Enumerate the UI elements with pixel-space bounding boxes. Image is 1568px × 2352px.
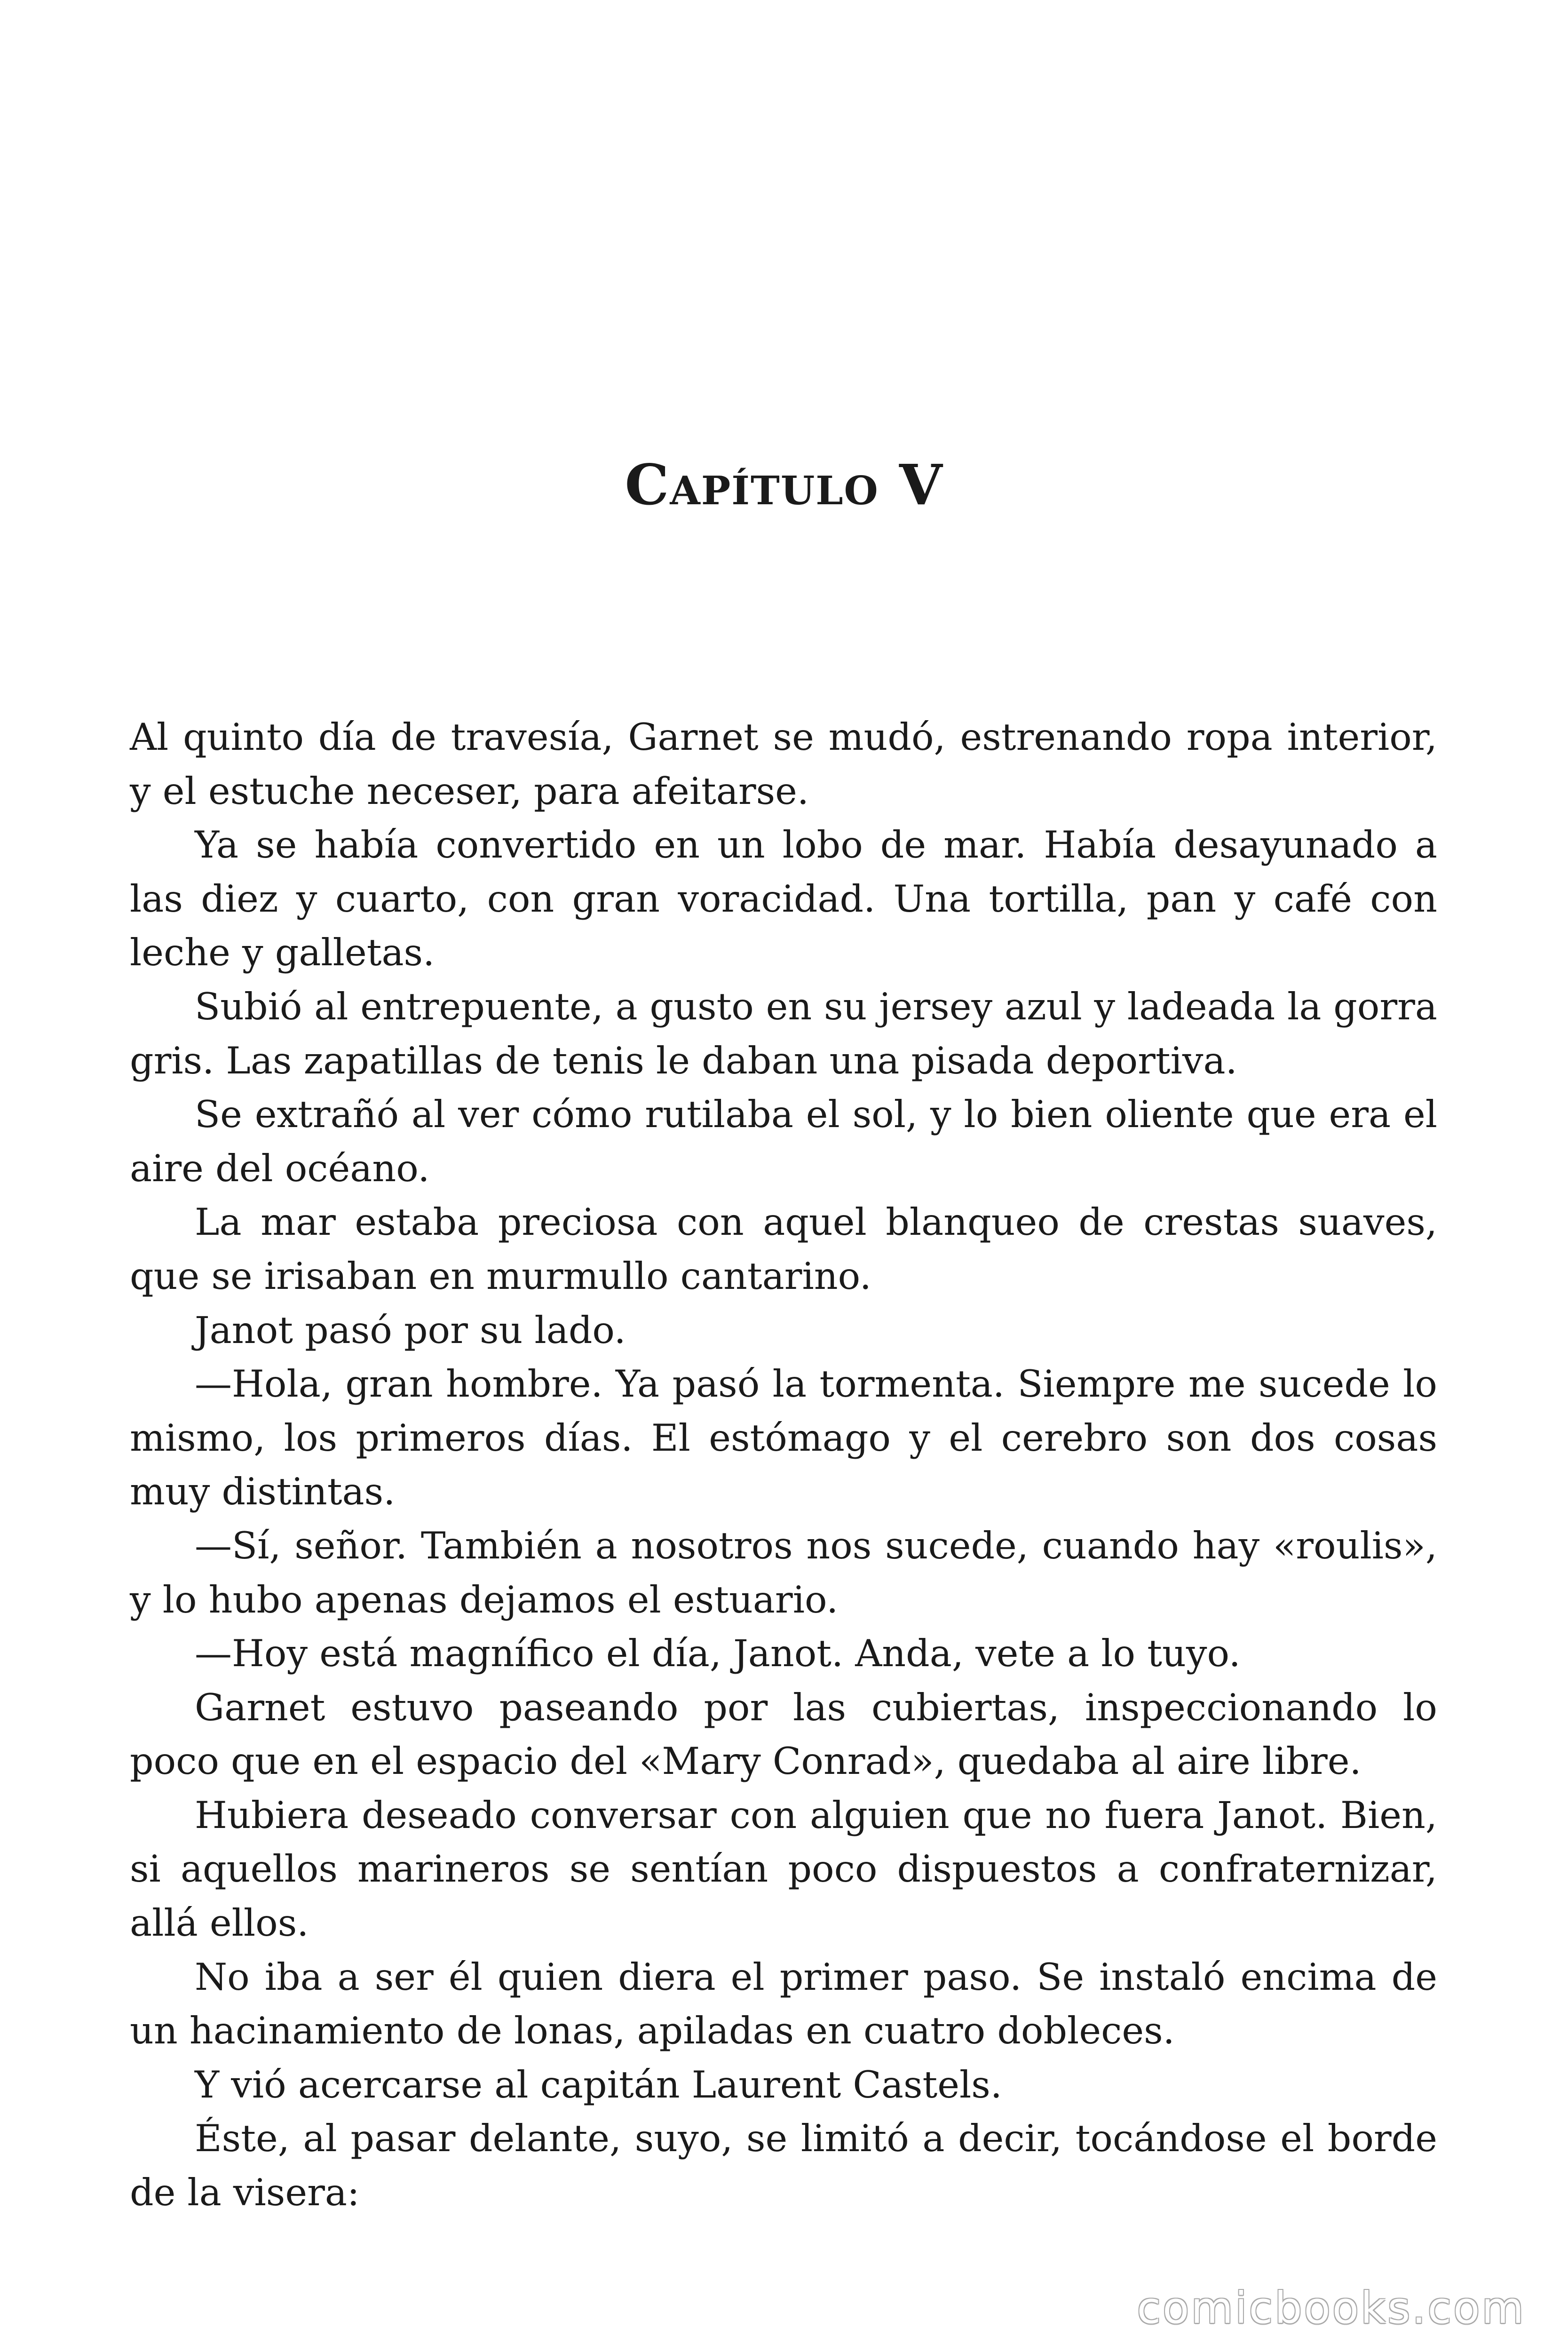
chapter-title-rest: apítulo V [670,452,943,517]
paragraph: Se extrañó al ver cómo rutilaba el sol, y lo bien oliente que era el aire del océano. [130,1093,1437,1190]
paragraph: Al quinto día de travesía, Garnet se mudó, estrenando ropa interior, y el estuche neceser, para afeitarse. [130,715,1437,813]
paragraph: Hubiera deseado conversar con alguien que no fuera Janot. Bien, si aquellos marineros se sentían poco dispuestos a confraternizar, allá ellos. [130,1793,1437,1945]
chapter-body [130,710,1437,2220]
chapter-title-initial: C [625,452,670,517]
chapter-title [0,452,1568,518]
paragraph: Éste, al pasar delante, suyo, se limitó a decir, tocándose el borde de la visera: [130,2117,1437,2215]
paragraph: —Hola, gran hombre. Ya pasó la tormenta. Siempre me sucede lo mismo, los primeros días. El estómago y el cerebro son dos cosas muy distintas. [130,1362,1437,1514]
paragraph: No iba a ser él quien diera el primer paso. Se instaló encima de un hacinamiento de lonas, apiladas en cuatro dobleces. [130,1955,1437,2053]
paragraph: —Hoy está magnífico el día, Janot. Anda, vete a lo tuyo. [195,1632,1241,1676]
paragraph: La mar estaba preciosa con aquel blanqueo de crestas suaves, que se irisaban en murmullo cantarino. [130,1200,1437,1298]
paragraph: Ya se había convertido en un lobo de mar. Había desayunado a las diez y cuarto, con gran voracidad. Una tortilla, pan y café con leche y galletas. [130,823,1437,975]
paragraph: Janot pasó por su lado. [195,1308,626,1352]
paragraph: Garnet estuvo paseando por las cubiertas, inspeccionando lo poco que en el espacio del «Mary Conrad», quedaba al aire libre. [130,1685,1437,1783]
paragraph: —Sí, señor. También a nosotros nos sucede, cuando hay «roulis», y lo hubo apenas dejamos el estuario. [130,1524,1437,1621]
paragraph: Subió al entrepuente, a gusto en su jersey azul y ladeada la gorra gris. Las zapatillas de tenis le daban una pisada deportiva. [130,985,1437,1082]
watermark: comicbooks.com [1137,2283,1526,2333]
paragraph: Y vió acercarse al capitán Laurent Castels. [195,2063,1002,2106]
